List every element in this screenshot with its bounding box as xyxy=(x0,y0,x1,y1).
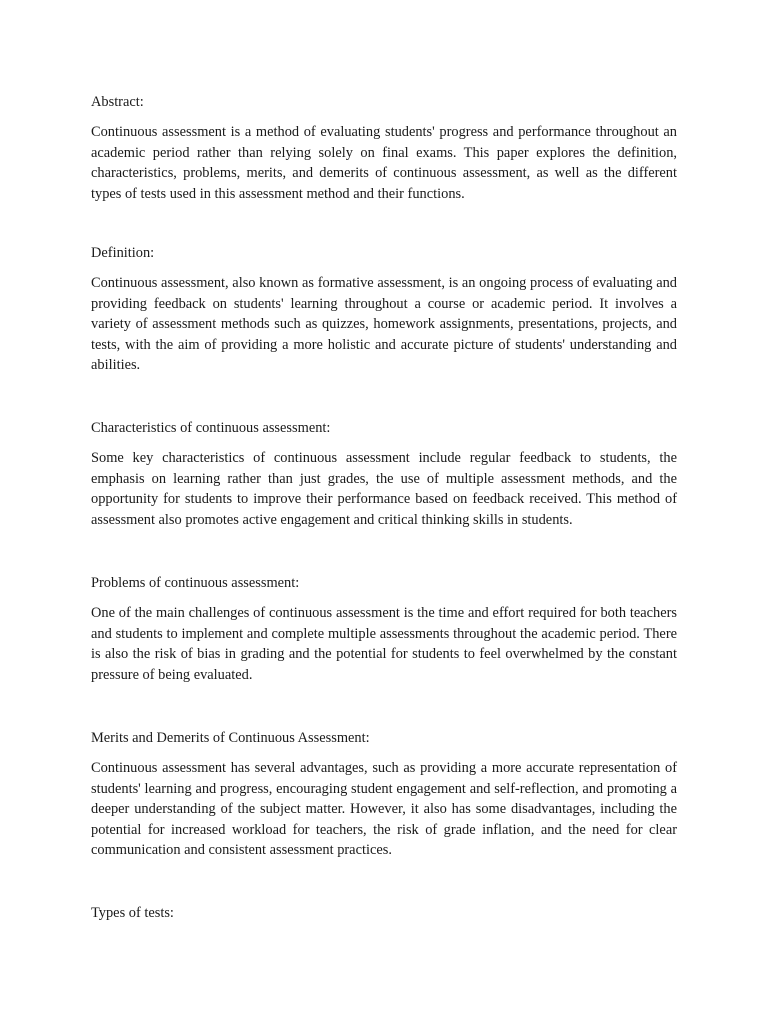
section-body: Continuous assessment, also known as formative assessment, is an ongoing process of evaluating and providing feedback on students' learning throughout a course or academic period. It involves a variety of assessment methods such as quizzes, homework assignments, presentations, projects, and tests, with the aim of providing a more holistic and accurate picture of students' understanding and abilities. xyxy=(91,275,677,374)
section-abstract xyxy=(91,92,677,243)
section-heading: Problems of continuous assessment: xyxy=(91,575,300,591)
document-page xyxy=(91,92,677,933)
section-merits-demerits xyxy=(91,728,677,903)
section-heading: Merits and Demerits of Continuous Assessment: xyxy=(91,730,370,746)
section-body: Some key characteristics of continuous assessment include regular feedback to students, the emphasis on learning rather than just grades, the use of multiple assessment methods, and the opportunity for students to improve their performance based on feedback received. This method of assessment also promotes active engagement and critical thinking skills in students. xyxy=(91,450,677,528)
section-problems xyxy=(91,573,677,728)
section-characteristics xyxy=(91,418,677,573)
section-heading: Abstract: xyxy=(91,94,144,110)
section-heading: Definition: xyxy=(91,245,155,261)
section-heading: Types of tests: xyxy=(91,905,174,921)
section-body: Continuous assessment is a method of evaluating students' progress and performance throughout an academic period rather than relying solely on final exams. This paper explores the definition, characteristics, problems, merits, and demerits of continuous assessment, as well as the different types of tests used in this assessment method and their functions. xyxy=(91,124,677,202)
section-body: Continuous assessment has several advantages, such as providing a more accurate representation of students' learning and progress, encouraging student engagement and self-reflection, and promoting a deeper understanding of the subject matter. However, it also has some disadvantages, including the potential for increased workload for teachers, the risk of grade inflation, and the need for clear communication and consistent assessment practices. xyxy=(91,760,677,859)
section-body: One of the main challenges of continuous assessment is the time and effort required for both teachers and students to implement and complete multiple assessments throughout the academic period. There is also the risk of bias in grading and the potential for students to feel overwhelmed by the constant pressure of being evaluated. xyxy=(91,605,677,683)
section-definition xyxy=(91,243,677,418)
section-heading: Characteristics of continuous assessment: xyxy=(91,420,331,436)
section-types-of-tests xyxy=(91,903,677,923)
